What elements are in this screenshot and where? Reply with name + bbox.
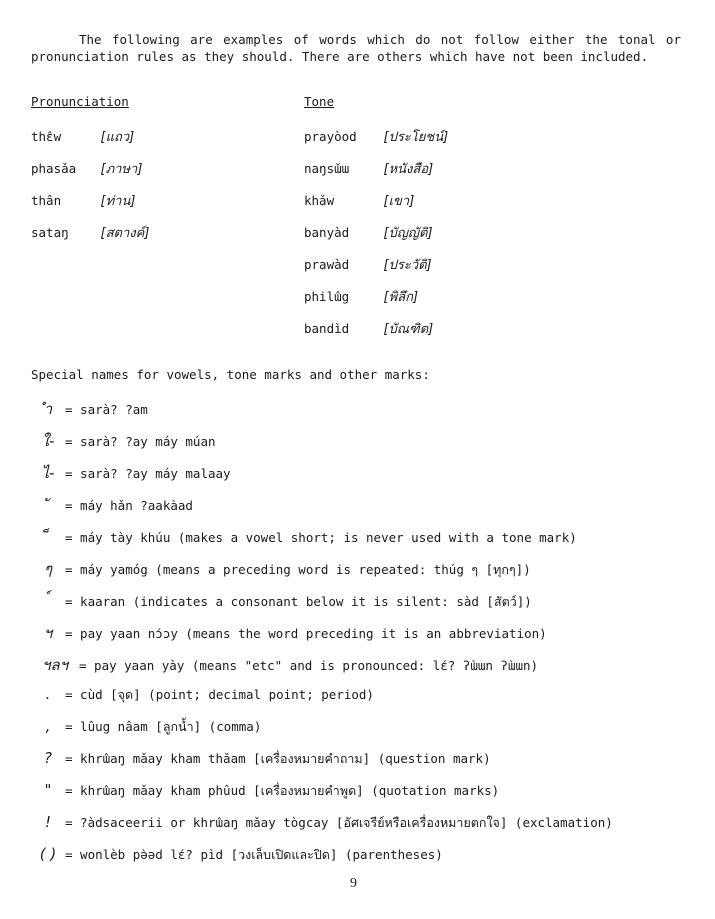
intro-paragraph	[31, 31, 681, 65]
romanization: thân	[31, 193, 62, 208]
thai-word: [บัญญัติ]	[383, 226, 433, 241]
tone-row	[304, 126, 448, 147]
romanization: philɯ̂g	[304, 289, 350, 304]
mark-symbol: ฯ	[43, 624, 53, 642]
mark-row	[31, 525, 577, 549]
tone-row	[304, 254, 432, 275]
mark-row	[31, 589, 532, 613]
mark-description: = lûug nâam [ลูกน้ำ] (comma)	[65, 719, 262, 734]
mark-description: = máy hǎn ?aakàad	[65, 498, 193, 513]
mark-symbol: ๆ	[43, 560, 53, 578]
mark-row	[31, 461, 231, 485]
mark-symbol: ?	[44, 749, 52, 767]
romanization: prayòod	[304, 129, 357, 144]
mark-row	[31, 653, 538, 677]
mark-symbol: !	[44, 813, 51, 831]
romanization: thɛ̂w	[31, 129, 62, 144]
mark-symbol	[31, 589, 65, 613]
thai-word: [สตางค์]	[100, 226, 150, 241]
pronunciation-row	[31, 190, 135, 211]
mark-row	[31, 845, 443, 865]
pronunciation-row	[31, 222, 149, 243]
mark-description: = khrɯ̂aŋ mǎay kham phûud [เครื่องหมายคำพูด] (quotation marks)	[65, 783, 500, 798]
mark-symbol: ใ-	[41, 432, 55, 450]
tone-heading: Tone	[304, 94, 335, 109]
mark-symbol: ำ	[43, 400, 53, 418]
thai-word: [ประวัติ]	[383, 258, 432, 273]
mark-symbol: .	[45, 685, 51, 703]
thai-word: [หนังสือ]	[383, 162, 434, 177]
mark-description: = kaaran (indicates a consonant below it is silent: sàd [สัตว์])	[65, 594, 532, 609]
romanization: phasǎa	[31, 161, 77, 176]
mark-symbol: ,	[45, 717, 51, 735]
pronunciation-row	[31, 126, 134, 147]
pronunciation-row	[31, 158, 142, 179]
mark-row	[31, 685, 374, 705]
thai-word: [บัณฑิต]	[383, 322, 434, 337]
thai-word: [ประโยชน์]	[383, 130, 449, 145]
mark-row	[31, 621, 547, 645]
thai-word: [ภาษา]	[100, 162, 143, 177]
mark-symbol: ( )	[39, 845, 57, 863]
mark-symbol: "	[44, 781, 52, 799]
mark-description: = sarà? ?ay máy malaay	[65, 466, 231, 481]
pronunciation-heading: Pronunciation	[31, 94, 129, 109]
romanization: bandìd	[304, 321, 350, 336]
mark-description: = cùd [จุด] (point; decimal point; period)	[65, 687, 374, 702]
mark-row	[31, 813, 613, 833]
mark-row	[31, 781, 499, 801]
mark-description: = máy tày khúu (makes a vowel short; is never used with a tone mark)	[65, 530, 577, 545]
mark-symbol	[31, 493, 65, 517]
mark-row	[31, 429, 216, 453]
thai-word: [แถว]	[100, 130, 135, 145]
tone-row	[304, 158, 433, 179]
page-number: 9	[350, 876, 357, 891]
mark-row	[31, 397, 148, 421]
mark-description: = pay yaan yày (means "etc" and is pronounced: lɛ́? ʔɯ̀ɯn ʔɯ̀ɯn)	[79, 658, 539, 673]
tone-row	[304, 286, 418, 307]
mark-row	[31, 749, 491, 769]
mark-description: = pay yaan nɔ́ɔy (means the word preceding it is an abbreviation)	[65, 626, 547, 641]
romanization: naŋsɯ̌ɯ	[304, 161, 350, 176]
mark-symbol	[31, 525, 65, 549]
mark-symbol: ไ-	[41, 464, 55, 482]
mark-description: = sarà? ?am	[65, 402, 148, 417]
mark-description: = ?àdsaceerii or khrɯ̂aŋ mǎay tògcay [อัศเจรีย์หรือเครื่องหมายตกใจ] (exclamation)	[65, 815, 613, 830]
romanization: banyàd	[304, 225, 350, 240]
romanization: sataŋ	[31, 225, 69, 240]
special-names-heading: Special names for vowels, tone marks and other marks:	[31, 367, 430, 382]
tone-row	[304, 190, 414, 211]
mark-description: = sarà? ?ay máy múan	[65, 434, 216, 449]
thai-word: [เขา]	[383, 194, 415, 209]
mark-symbol: ฯลฯ	[41, 656, 69, 674]
intro-text: The following are examples of words which do not follow either the tonal or pronunciation rules as they should. There are others which have not been included.	[31, 32, 681, 64]
tone-row	[304, 222, 433, 243]
thai-word: [พิลึก]	[383, 290, 419, 305]
mark-description: = khrɯ̂aŋ mǎay kham thǎam [เครื่องหมายคำถาม] (question mark)	[65, 751, 491, 766]
mark-description: = wonlèb pə̀əd lɛ́? pìd [วงเล็บเปิดและปิด] (parentheses)	[65, 847, 443, 862]
romanization: khǎw	[304, 193, 335, 208]
thai-word: [ท่าน]	[100, 194, 136, 209]
romanization: prawàd	[304, 257, 350, 272]
mark-row	[31, 493, 193, 517]
mark-row	[31, 557, 531, 581]
tone-row	[304, 318, 433, 339]
mark-description: = máy yamóg (means a preceding word is repeated: thúg ๆ [ทุกๆ])	[65, 562, 531, 577]
mark-row	[31, 717, 261, 737]
